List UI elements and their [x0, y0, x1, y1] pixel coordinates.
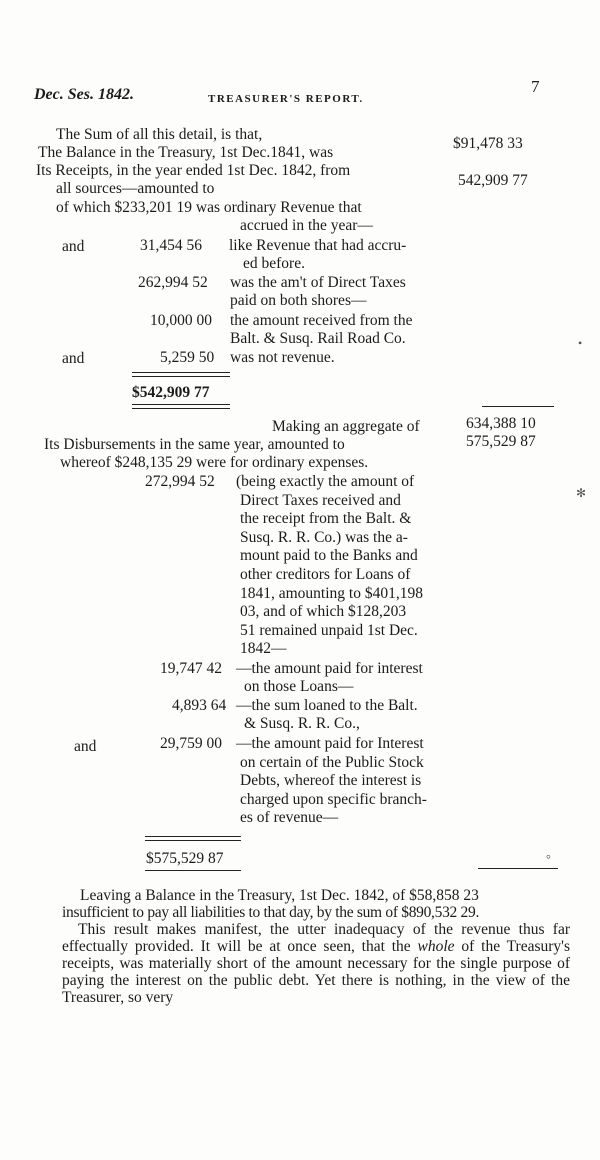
text-line: 03, and of which $128,203	[240, 603, 407, 621]
text-line: —the amount paid for Interest	[236, 735, 424, 752]
receipts-total: $542,909 77	[132, 384, 210, 401]
and-word: and	[74, 738, 97, 755]
receipt-item-text: was not revenue.	[230, 349, 335, 366]
receipt-item-text: the amount received from the	[230, 312, 413, 329]
disbursement-item-amount: 272,994 52	[145, 473, 215, 490]
receipt-item-text: was the am't of Direct Taxes	[230, 274, 406, 291]
disbursement-item-text: —the amount paid for interest	[236, 660, 423, 677]
speck-mark: ✻	[576, 486, 587, 500]
receipt-item-amount: 262,994 52	[138, 274, 208, 291]
accrued-line: accrued in the year—	[240, 217, 373, 234]
receipt-item-text: Balt. & Susq. Rail Road Co.	[230, 330, 406, 347]
and-word: and	[62, 350, 85, 367]
disbursements-label: Its Disbursements in the same year, amounted to	[44, 436, 345, 453]
page-number: 7	[531, 77, 540, 96]
text-line: other creditors for Loans of	[240, 566, 411, 583]
text-line: Susq. R. R. Co.) was the a-	[240, 528, 408, 546]
disbursement-item-amount: 4,893 64	[172, 697, 227, 714]
whereof-line: whereof $248,135 29 were for ordinary expenses.	[60, 454, 369, 471]
receipt-item-amount: 31,454 56	[140, 237, 202, 254]
receipt-item-text: ed before.	[243, 255, 305, 272]
double-rule	[145, 836, 241, 841]
and-word: and	[62, 238, 85, 255]
paragraph	[62, 921, 570, 1006]
double-rule	[132, 372, 230, 377]
text-line: on certain of the Public Stock	[240, 753, 424, 771]
aggregate-amount: 634,388 10	[466, 415, 536, 432]
text-line: mount paid to the Banks and	[240, 547, 418, 565]
paragraph-emphasis: whole	[417, 938, 455, 955]
text-line: (being exactly the amount of	[236, 473, 415, 490]
speck-mark: °	[546, 852, 551, 866]
balance-label: The Balance in the Treasury, 1st Dec.1841, was	[38, 144, 334, 161]
text-line: 51 remained unpaid 1st Dec.	[240, 621, 418, 639]
disbursement-item-text: on those Loans—	[244, 678, 354, 695]
disbursement-item-text: —the sum loaned to the Balt.	[236, 697, 418, 714]
leaving-balance-line: Leaving a Balance in the Treasury, 1st Dec. 1842, of $58,858 23	[80, 887, 479, 904]
receipt-item-amount: 10,000 00	[150, 312, 212, 329]
paragraph-text: of the Treasury's receipts, was materially short of the amount necessary for the single purpose of paying the interest on the public debt. Yet there is nothing, in the view of the Treasurer, so very	[62, 938, 570, 1006]
disbursements-total: $575,529 87	[146, 850, 224, 867]
insufficient-line: insufficient to pay all liabilities to that day, by the sum of $890,532 29.	[62, 904, 480, 921]
text-line: the receipt from the Balt. &	[240, 510, 412, 528]
report-title: TREASURER'S REPORT.	[208, 93, 364, 105]
receipt-item-amount: 5,259 50	[160, 349, 215, 366]
text-line: charged upon specific branch-	[240, 790, 427, 808]
all-sources-line: all sources—amounted to	[56, 180, 215, 197]
of-which-line: of which $233,201 19 was ordinary Revenue that	[56, 199, 362, 216]
disbursement-item-amount: 29,759 00	[160, 735, 222, 752]
session-heading: Dec. Ses. 1842.	[34, 86, 134, 103]
paragraph-text: This result makes manifest, the utter inadequacy of the revenue thus far effectually provided. It will be at once seen, that the	[62, 921, 570, 955]
rule	[145, 870, 241, 871]
disbursements-amount: 575,529 87	[466, 433, 536, 450]
receipts-label: Its Receipts, in the year ended 1st Dec. 1842, from	[36, 162, 351, 179]
receipt-item-text: paid on both shores—	[230, 292, 367, 309]
text-line: 1841, amounting to $401,198	[240, 584, 423, 602]
sum-rule	[482, 406, 554, 407]
disbursement-item-text: & Susq. R. R. Co.,	[244, 715, 360, 732]
balance-amount: $91,478 33	[453, 135, 523, 152]
double-rule	[132, 404, 230, 409]
receipts-amount: 542,909 77	[458, 172, 528, 189]
text-line: Direct Taxes received and	[240, 491, 401, 509]
sum-rule	[478, 868, 558, 869]
speck-mark: •	[578, 336, 583, 350]
aggregate-label: Making an aggregate of	[272, 418, 420, 435]
disbursement-item-amount: 19,747 42	[160, 660, 222, 677]
text-line: 1842—	[240, 640, 287, 658]
receipt-item-text: like Revenue that had accru-	[229, 237, 407, 254]
text-line: Debts, whereof the interest is	[240, 772, 422, 790]
text-line: es of revenue—	[240, 809, 339, 827]
sum-intro-line: The Sum of all this detail, is that,	[56, 126, 263, 143]
